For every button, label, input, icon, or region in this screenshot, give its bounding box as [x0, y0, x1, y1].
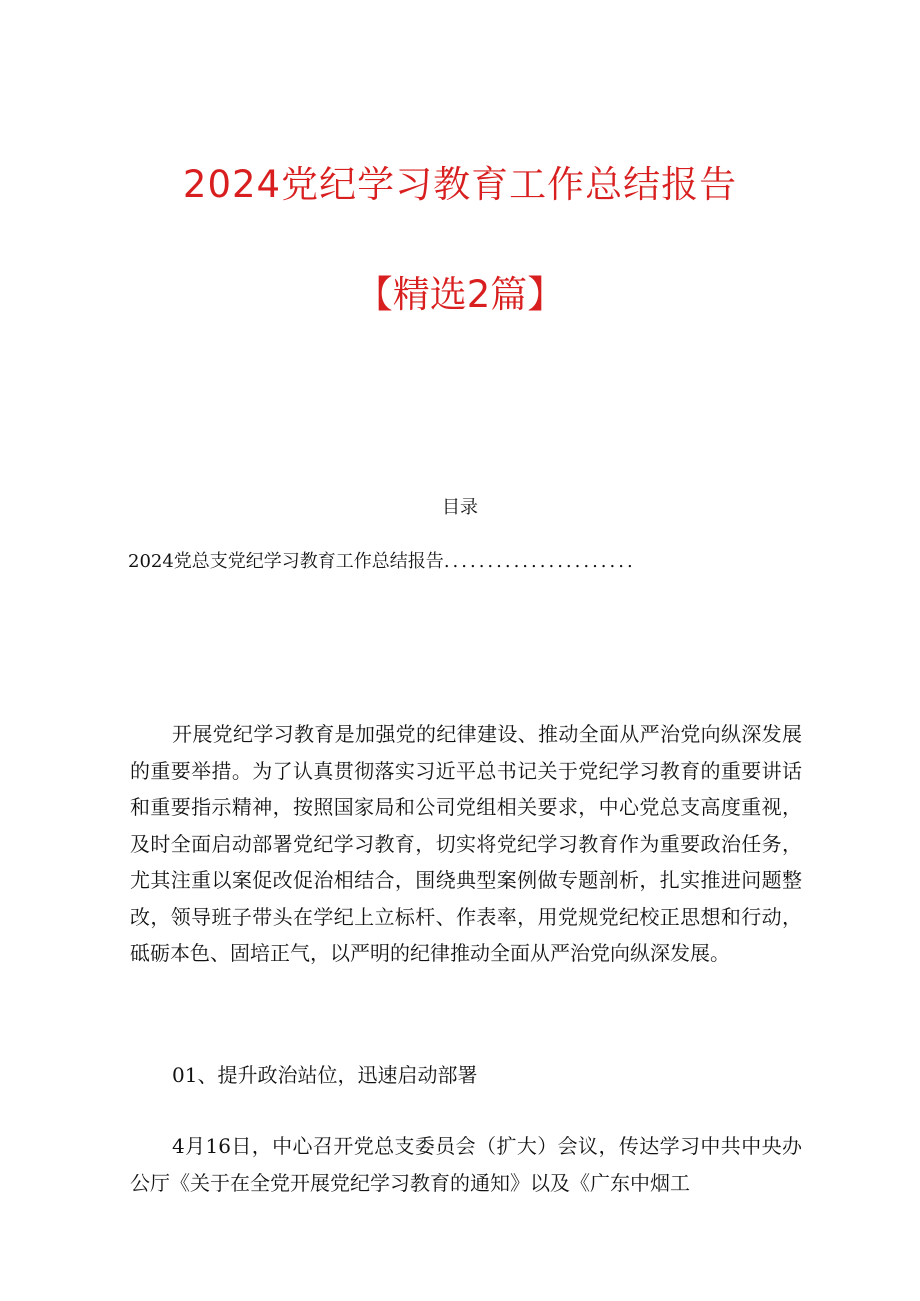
document-subtitle: 【精选2篇】 — [355, 273, 565, 316]
toc-heading: 目录 — [442, 497, 478, 518]
section-paragraph: 4月16日，中心召开党总支委员会（扩大）会议，传达学习中共中央办公厅《关于在全党开展党纪学习教育的通知》以及《广东中烟工 — [130, 1134, 802, 1195]
toc-entry-text: 2024党总支党纪学习教育工作总结报告 — [128, 551, 444, 572]
toc-entry-leader: ...................... — [443, 551, 636, 572]
toc-entry[interactable] — [128, 549, 808, 575]
section-heading: 01、提升政治站位，迅速启动部署 — [172, 1063, 478, 1087]
document-title: 2024党纪学习教育工作总结报告 — [182, 163, 738, 206]
intro-paragraph: 开展党纪学习教育是加强党的纪律建设、推动全面从严治党向纵深发展的重要举措。为了认真贯彻落实习近平总书记关于党纪学习教育的重要讲话和重要指示精神，按照国家局和公司党组相关要求，中心党总支高度重视，及时全面启动部署党纪学习教育，切实将党纪学习教育作为重要政治任务，尤其注重以案促改促治相结合，围绕典型案例做专题剖析，扎实推进问题整改，领导班子带头在学纪上立标杆、作表率，用党规党纪校正思想和行动，砥砺本色、固培正气，以严明的纪律推动全面从严治党向纵深发展。 — [130, 722, 802, 965]
